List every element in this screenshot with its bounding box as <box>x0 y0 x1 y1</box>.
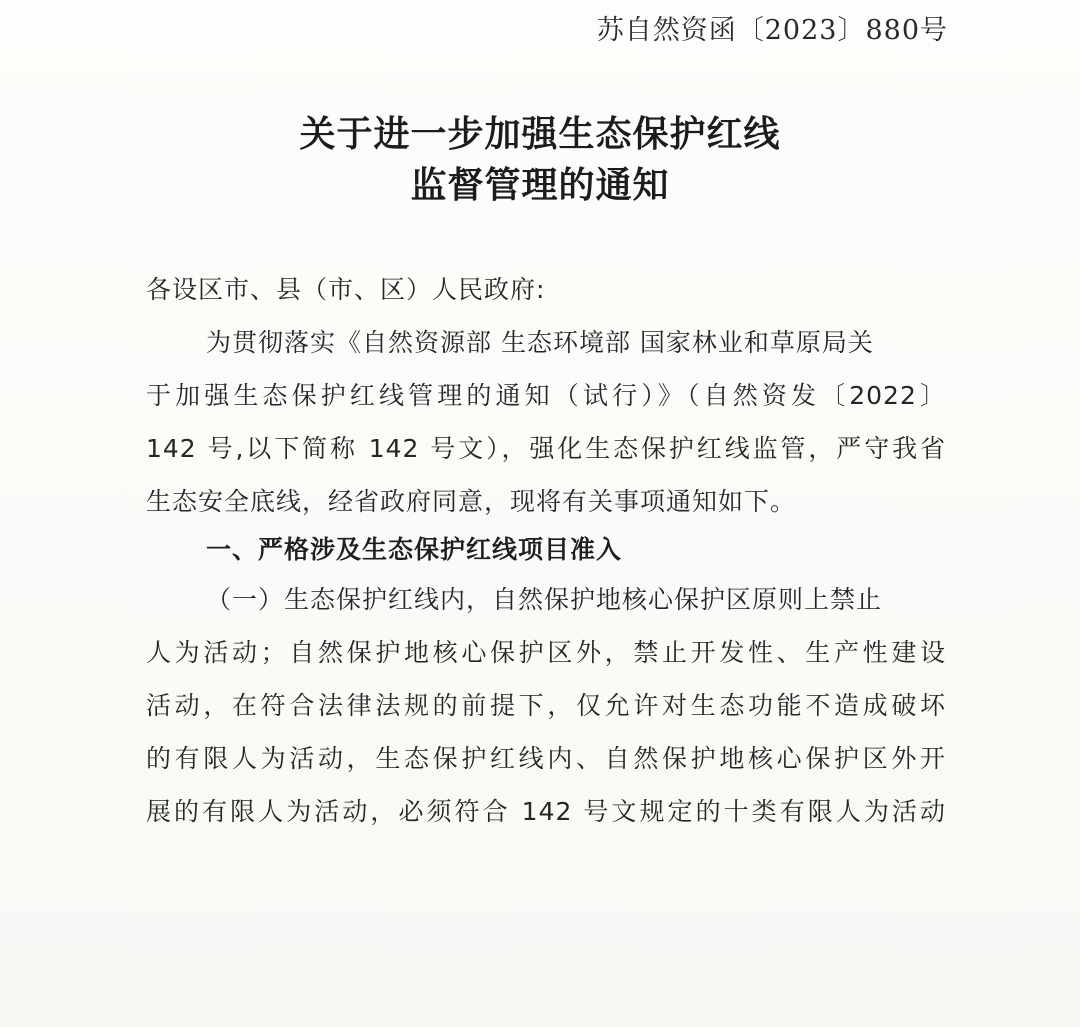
intro-line-1: 为贯彻落实《自然资源部 生态环境部 国家林业和草原局关 <box>206 328 874 357</box>
paragraph-1-line-1: （一）生态保护红线内，自然保护地核心保护区原则上禁止 <box>206 585 883 614</box>
document-title-line-2: 监督管理的通知 <box>410 164 670 206</box>
salutation: 各设区市、县（市、区）人民政府: <box>146 275 546 304</box>
document-title-line-1: 关于进一步加强生态保护红线 <box>299 113 781 155</box>
paragraph-1-line-2: 人为活动；自然保护地核心保护区外，禁止开发性、生产性建设 <box>146 638 946 667</box>
paragraph-1-line-3: 活动，在符合法律法规的前提下，仅允许对生态功能不造成破坏 <box>146 691 946 720</box>
paragraph-1-line-5: 展的有限人为活动，必须符合 142 号文规定的十类有限人为活动 <box>146 797 946 826</box>
intro-line-2: 于加强生态保护红线管理的通知（试行）》（自然资发〔2022〕 <box>146 381 946 410</box>
document-number: 苏自然资函〔2023〕880号 <box>596 15 948 46</box>
section-heading-1: 一、严格涉及生态保护红线项目准入 <box>206 535 623 564</box>
paragraph-1-line-4: 的有限人为活动，生态保护红线内、自然保护地核心保护区外开 <box>146 744 946 773</box>
intro-line-4: 生态安全底线，经省政府同意，现将有关事项通知如下。 <box>146 487 797 516</box>
intro-line-3: 142 号,以下简称 142 号文），强化生态保护红线监管，严守我省 <box>146 434 946 463</box>
